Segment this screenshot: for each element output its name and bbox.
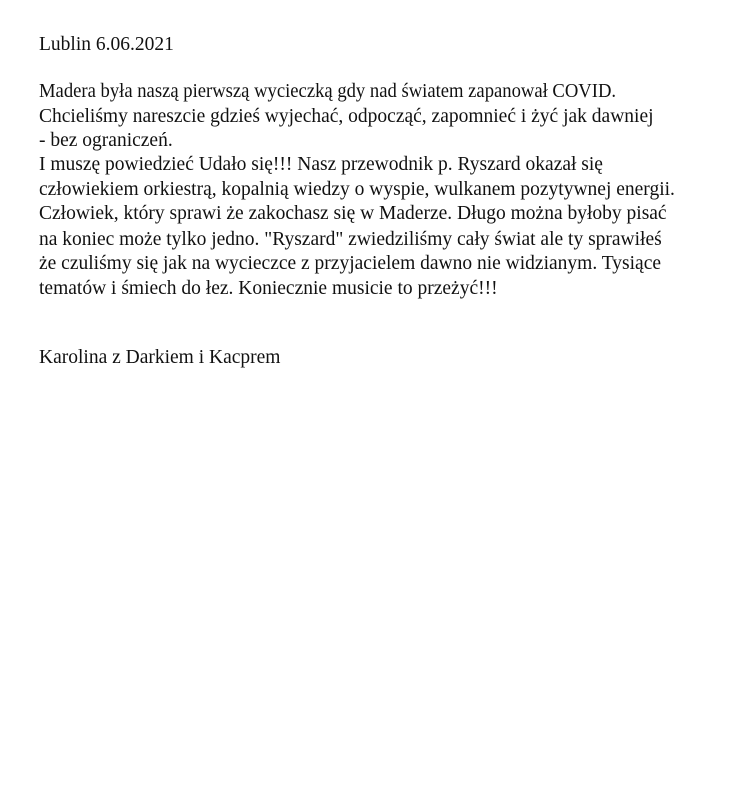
body-line: Madera była naszą pierwszą wycieczką gdy nad światem zapanował COVID. (39, 81, 617, 102)
body-line: tematów i śmiech do łez. Koniecznie musicie to przeżyć!!! (39, 278, 498, 299)
place-date: Lublin 6.06.2021 (39, 34, 174, 55)
body-line: człowiekiem orkiestrą, kopalnią wiedzy o wyspie, wulkanem pozytywnej energii. (39, 179, 675, 200)
body-line: że czuliśmy się jak na wycieczce z przyjacielem dawno nie widzianym. Tysiące (39, 253, 662, 274)
body-line: I muszę powiedzieć Udało się!!! Nasz przewodnik p. Ryszard okazał się (39, 154, 603, 175)
signature: Karolina z Darkiem i Kacprem (39, 347, 281, 368)
body-line: Człowiek, który sprawi że zakochasz się w Maderze. Długo można byłoby pisać (39, 203, 667, 224)
body-line: na koniec może tylko jedno. "Ryszard" zwiedziliśmy cały świat ale ty sprawiłeś (39, 229, 662, 250)
body-line: Chcieliśmy nareszcie gdzieś wyjechać, odpocząć, zapomnieć i żyć jak dawniej (39, 106, 654, 127)
body-line: - bez ograniczeń. (39, 130, 173, 151)
